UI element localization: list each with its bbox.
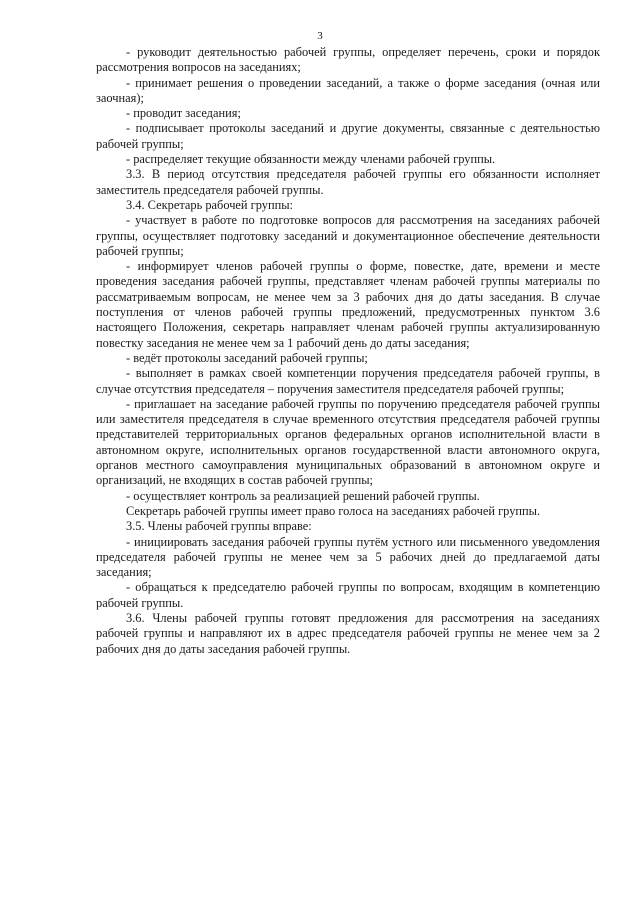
paragraph: - руководит деятельностью рабочей группы, определяет перечень, сроки и порядок рассмотрения вопросов на заседаниях; bbox=[96, 45, 600, 75]
paragraph: - участвует в работе по подготовке вопросов для рассмотрения на заседаниях рабочей группы, осуществляет подготовку заседаний и документационное обеспечение деятельности рабочей группы; bbox=[96, 213, 600, 258]
paragraph: - инициировать заседания рабочей группы путём устного или письменного уведомления председателя рабочей группы не менее чем за 5 рабочих дней до предлагаемой даты заседания; bbox=[96, 534, 600, 580]
paragraph: - выполняет в рамках своей компетенции поручения председателя рабочей группы, в случае отсутствия председателя – поручения заместителя председателя рабочей группы; bbox=[96, 366, 600, 396]
paragraph: 3.5. Члены рабочей группы вправе: bbox=[126, 519, 312, 534]
document-body bbox=[96, 45, 600, 657]
page-number: 3 bbox=[317, 30, 323, 42]
paragraph: - информирует членов рабочей группы о форме, повестке, дате, времени и месте проведения заседания рабочей группы, представляет членам рабочей группы материалы по рассматриваемым вопросам, не менее чем за 3 рабочих дня до даты заседания. В случае поступления от членов рабочей группы предложений, предусмотренных пунктом 3.6 настоящего Положения, секретарь направляет членам рабочей группы актуализированную повестку заседания не менее чем за 1 рабочий день до даты заседания; bbox=[96, 259, 600, 350]
paragraph: - проводит заседания; bbox=[126, 106, 241, 121]
paragraph: - обращаться к председателю рабочей группы по вопросам, входящим в компетенцию рабочей группы. bbox=[96, 580, 600, 610]
paragraph: - подписывает протоколы заседаний и другие документы, связанные с деятельностью рабочей группы; bbox=[96, 121, 600, 151]
paragraph: - принимает решения о проведении заседаний, а также о форме заседания (очная или заочная); bbox=[96, 75, 600, 105]
paragraph: - приглашает на заседание рабочей группы по поручению председателя рабочей группы или заместителя председателя в случае временного отсутствия председателя рабочей группы представителей территориальных органов федеральных органов исполнительной власти в автономном округе, исполнительных органов государственной власти автономного округа, органов местного самоуправления муниципальных образований в автономном округе и организаций, не входящих в состав рабочей группы; bbox=[96, 396, 600, 488]
paragraph: - осуществляет контроль за реализацией решений рабочей группы. bbox=[126, 488, 480, 503]
paragraph: Секретарь рабочей группы имеет право голоса на заседаниях рабочей группы. bbox=[126, 503, 541, 518]
paragraph: 3.4. Секретарь рабочей группы: bbox=[126, 197, 293, 212]
paragraph: 3.6. Члены рабочей группы готовят предложения для рассмотрения на заседаниях рабочей группы и направляют их в адрес председателя рабочей группы не менее чем за 2 рабочих дня до даты заседания рабочей группы. bbox=[96, 610, 600, 656]
paragraph: - ведёт протоколы заседаний рабочей группы; bbox=[126, 350, 368, 365]
paragraph: - распределяет текущие обязанности между членами рабочей группы. bbox=[126, 152, 496, 167]
paragraph: 3.3. В период отсутствия председателя рабочей группы его обязанности исполняет заместитель председателя рабочей группы. bbox=[96, 167, 600, 197]
